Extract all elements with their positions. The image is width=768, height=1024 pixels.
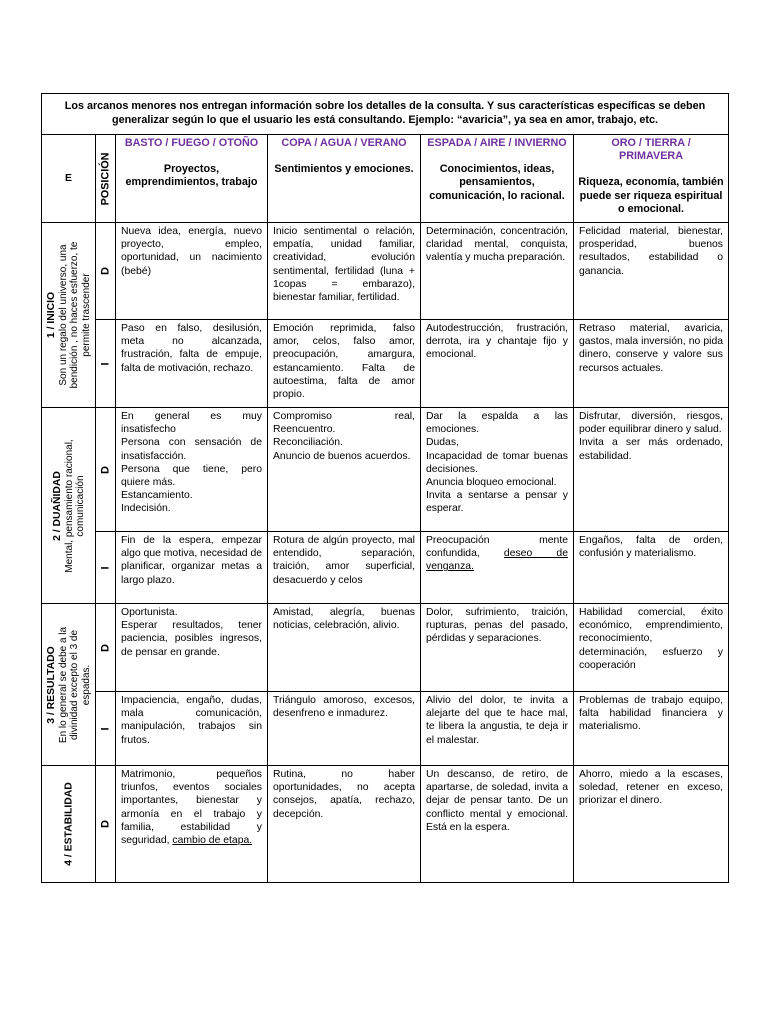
meaning-cell [574, 320, 729, 408]
meaning-text: Amistad, alegría, buenas noticias, celebración, alivio. [273, 607, 415, 632]
meaning-text: Felicidad material, bienestar, prosperidad, buenos resultados, estabilidad o ganancia. [579, 226, 724, 277]
suit-header-oro [574, 135, 729, 223]
meaning-text: Engaños, falta de orden, confusión y materialismo. [579, 535, 724, 560]
arcanos-table [41, 93, 729, 883]
table-row [42, 223, 729, 320]
section-label [42, 766, 96, 883]
section-title: 4 / ESTABILIDAD [62, 782, 74, 866]
section-description: permite trascender [80, 273, 91, 357]
section-description: espadas. [80, 664, 91, 705]
orientation-cell [96, 766, 116, 883]
meaning-cell [421, 320, 574, 408]
e-header: E [42, 135, 96, 223]
meaning-text: Rotura de algún proyecto, mal entendido, separación, traición, amor superficial, desacuerdo y celos [273, 535, 415, 586]
orientation-cell [96, 408, 116, 532]
meaning-text: Habilidad comercial, éxito económico, emprendimiento, reconocimiento, determinación, esfuerzo y cooperación [579, 607, 724, 671]
section-description: bendición , no haces esfuerzo, te [68, 241, 80, 389]
section-label-text [46, 242, 92, 389]
meaning-cell [116, 320, 268, 408]
meaning-text: Fin de la espera, empezar algo que motiva, necesidad de planificar, organizar metas a largo plazo. [121, 535, 262, 586]
orientation-label: D [98, 267, 111, 275]
suit-name: ESPADA / AIRE / INVIERNO [427, 137, 567, 149]
meaning-text: Inicio sentimental o relación, empatía, unidad familiar, creatividad, evolución sentimental, fertilidad (luna + 1copas = embarazo), bienestar familiar, fertilidad. [273, 226, 415, 304]
section-label [42, 223, 96, 408]
meaning-cell [268, 532, 421, 604]
meaning-line: Persona con sensación de insatisfacción. [121, 437, 262, 462]
meaning-cell [574, 604, 729, 692]
table-row [42, 692, 729, 766]
meaning-line: Oportunista. [121, 607, 178, 618]
meaning-text: Autodestrucción, frustración, derrota, ira y chantaje fijo y emocional. [426, 323, 568, 361]
suit-header-basto [116, 135, 268, 223]
meaning-text: Alivio del dolor, te invita a alejarte del que te hace mal, te libera la angustia, te deja ir el malestar. [426, 695, 568, 746]
meaning-underlined-text: cambio de etapa. [172, 835, 253, 847]
meaning-line: Dar la espalda a las emociones. [426, 411, 568, 436]
meaning-text: Dolor, sufrimiento, traición, rupturas, penas del pasado, pérdidas y separaciones. [426, 607, 568, 645]
meaning-text: Determinación, concentración, claridad mental, conquista, valentía y mucha preparación. [426, 226, 568, 264]
suit-desc: Proyectos, emprendimientos, trabajo [125, 163, 258, 189]
table-row [42, 532, 729, 604]
meaning-cell [268, 766, 421, 883]
meaning-cell [574, 766, 729, 883]
meaning-cell [421, 532, 574, 604]
section-label [42, 408, 96, 604]
meaning-cell [116, 408, 268, 532]
suit-desc: Conocimientos, ideas, pensamientos, comunicación, lo racional. [429, 163, 565, 202]
meaning-text: Preocupación mente confundida, [426, 535, 568, 560]
section-description: Mental, pensamiento racional, [62, 438, 74, 573]
section-description: En lo general se debe a la [57, 626, 68, 743]
meaning-cell [268, 320, 421, 408]
orientation-label: D [98, 465, 111, 474]
suit-name: COPA / AGUA / VERANO [281, 137, 407, 149]
table-row [42, 408, 729, 532]
section-title: 2 / DUAÑIDAD [51, 470, 63, 541]
meaning-cell [116, 766, 268, 883]
meaning-cell [268, 223, 421, 320]
meaning-text: Triángulo amoroso, excesos, desenfreno e inmadurez. [273, 695, 415, 720]
meaning-cell [421, 766, 574, 883]
meaning-text: Paso en falso, desilusión, meta no alcanzada, frustración, falta de empuje, falta de motivación, rechazo. [121, 323, 262, 374]
section-description: divinidad excepto el 3 de [68, 629, 80, 740]
meaning-line: Dudas, [426, 437, 459, 449]
meaning-text: Nueva idea, energía, nuevo proyecto, empleo, oportunidad, un nacimiento (bebé) [121, 226, 262, 277]
meaning-line: Anuncia bloqueo emocional. [426, 477, 557, 489]
section-label-text [63, 782, 75, 866]
orientation-cell [96, 604, 116, 692]
meaning-line: Reconciliación. [273, 437, 343, 449]
section-label [42, 604, 96, 766]
suit-desc: Sentimientos y emociones. [274, 163, 414, 176]
orientation-cell [96, 692, 116, 766]
table-row [42, 766, 729, 883]
suit-name: ORO / TIERRA / PRIMAVERA [611, 137, 691, 163]
orientation-cell [96, 320, 116, 408]
meaning-cell [116, 532, 268, 604]
meaning-cell [268, 604, 421, 692]
meaning-text: Un descanso, de retiro, de apartarse, de soledad, invita a dejar de pensar tanto. De un conflicto mental y emocional. Está en la espera. [426, 769, 568, 833]
meaning-underlined-text: deseo de venganza. [426, 548, 568, 573]
section-title: 1 / INICIO [45, 291, 57, 339]
meaning-line: Estancamiento. [121, 490, 193, 502]
meaning-cell [574, 223, 729, 320]
table-row [42, 320, 729, 408]
meaning-line: Esperar resultados, tener paciencia, posibles ingresos, de pensar en grande. [121, 620, 262, 658]
meaning-cell [116, 223, 268, 320]
meaning-text: Rutina, no haber oportunidades, no acepta consejos, apatía, rechazo, decepción. [273, 769, 415, 820]
meaning-text: Problemas de trabajo equipo, falta habilidad financiera y materialismo. [579, 695, 724, 733]
suit-name: BASTO / FUEGO / OTOÑO [124, 137, 259, 149]
orientation-label: I [98, 565, 111, 570]
orientation-label: I [98, 361, 111, 366]
meaning-cell [574, 532, 729, 604]
meaning-line: Indecisión. [121, 503, 171, 515]
suit-desc: Riqueza, economía, también puede ser riqueza espiritual o emocional. [578, 176, 724, 215]
meaning-cell [268, 408, 421, 532]
meaning-cell [116, 604, 268, 692]
meaning-cell [268, 692, 421, 766]
meaning-cell [116, 692, 268, 766]
meaning-cell [421, 408, 574, 532]
meaning-line: Persona que tiene, pero quiere más. [121, 463, 262, 489]
orientation-label: D [98, 643, 111, 652]
section-description: Son un regalo del universo, una [57, 244, 68, 386]
meaning-line: Anuncio de buenos acuerdos. [273, 450, 411, 462]
meaning-line: Compromiso real, Reencuentro. [273, 411, 415, 436]
table-row [42, 604, 729, 692]
meaning-cell [574, 692, 729, 766]
suit-header-copa [268, 135, 421, 223]
meaning-text: Retraso material, avaricia, gastos, mala inversión, no pida dinero, conserve y valore sus recursos actuales. [579, 323, 724, 374]
section-label-text [46, 626, 92, 742]
orientation-cell [96, 223, 116, 320]
intro-text: Los arcanos menores nos entregan información sobre los detalles de la consulta. Y sus características específicas se deben generalizar según lo que el usuario les está consultando. Ejemplo: “avaricia”, ya sea en amor, trabajo, etc. [42, 94, 729, 135]
meaning-cell [421, 223, 574, 320]
meaning-text: Matrimonio, pequeños triunfos, eventos sociales importantes, bienestar y armonía en el trabajo y familia, estabilidad y seguridad, [121, 769, 262, 847]
orientation-cell [96, 532, 116, 604]
orientation-label: I [98, 726, 111, 731]
section-label-text [51, 439, 86, 572]
orientation-label: D [98, 820, 111, 828]
meaning-line: Invita a sentarse a pensar y esperar. [426, 490, 568, 515]
meaning-cell [574, 408, 729, 532]
meaning-cell [421, 604, 574, 692]
meaning-cell [421, 692, 574, 766]
meaning-line: Invita a ser más ordenado, estabilidad. [579, 437, 724, 462]
meaning-line: Incapacidad de tomar buenas decisiones. [426, 450, 568, 475]
section-title: 3 / RESULTADO [45, 645, 57, 724]
suit-header-espada [421, 135, 574, 223]
meaning-line: En general es muy insatisfecho [121, 411, 262, 436]
meaning-text: Impaciencia, engaño, dudas, mala comunicación, manipulación, trabajos sin frutos. [121, 695, 262, 746]
posicion-header [96, 135, 116, 223]
meaning-text: Ahorro, miedo a la escases, soledad, retener en exceso, priorizar el dinero. [579, 769, 724, 807]
meaning-text: Emoción reprimida, falso amor, celos, falso amor, preocupación, amargura, estancamiento. Falta de autoestima, falta de amor propio. [273, 323, 415, 401]
section-description: comunicación [74, 474, 86, 537]
meaning-line: Disfrutar, diversión, riesgos, poder equilibrar dinero y salud. [579, 411, 724, 436]
posicion-label: POSICIÓN [98, 152, 111, 205]
